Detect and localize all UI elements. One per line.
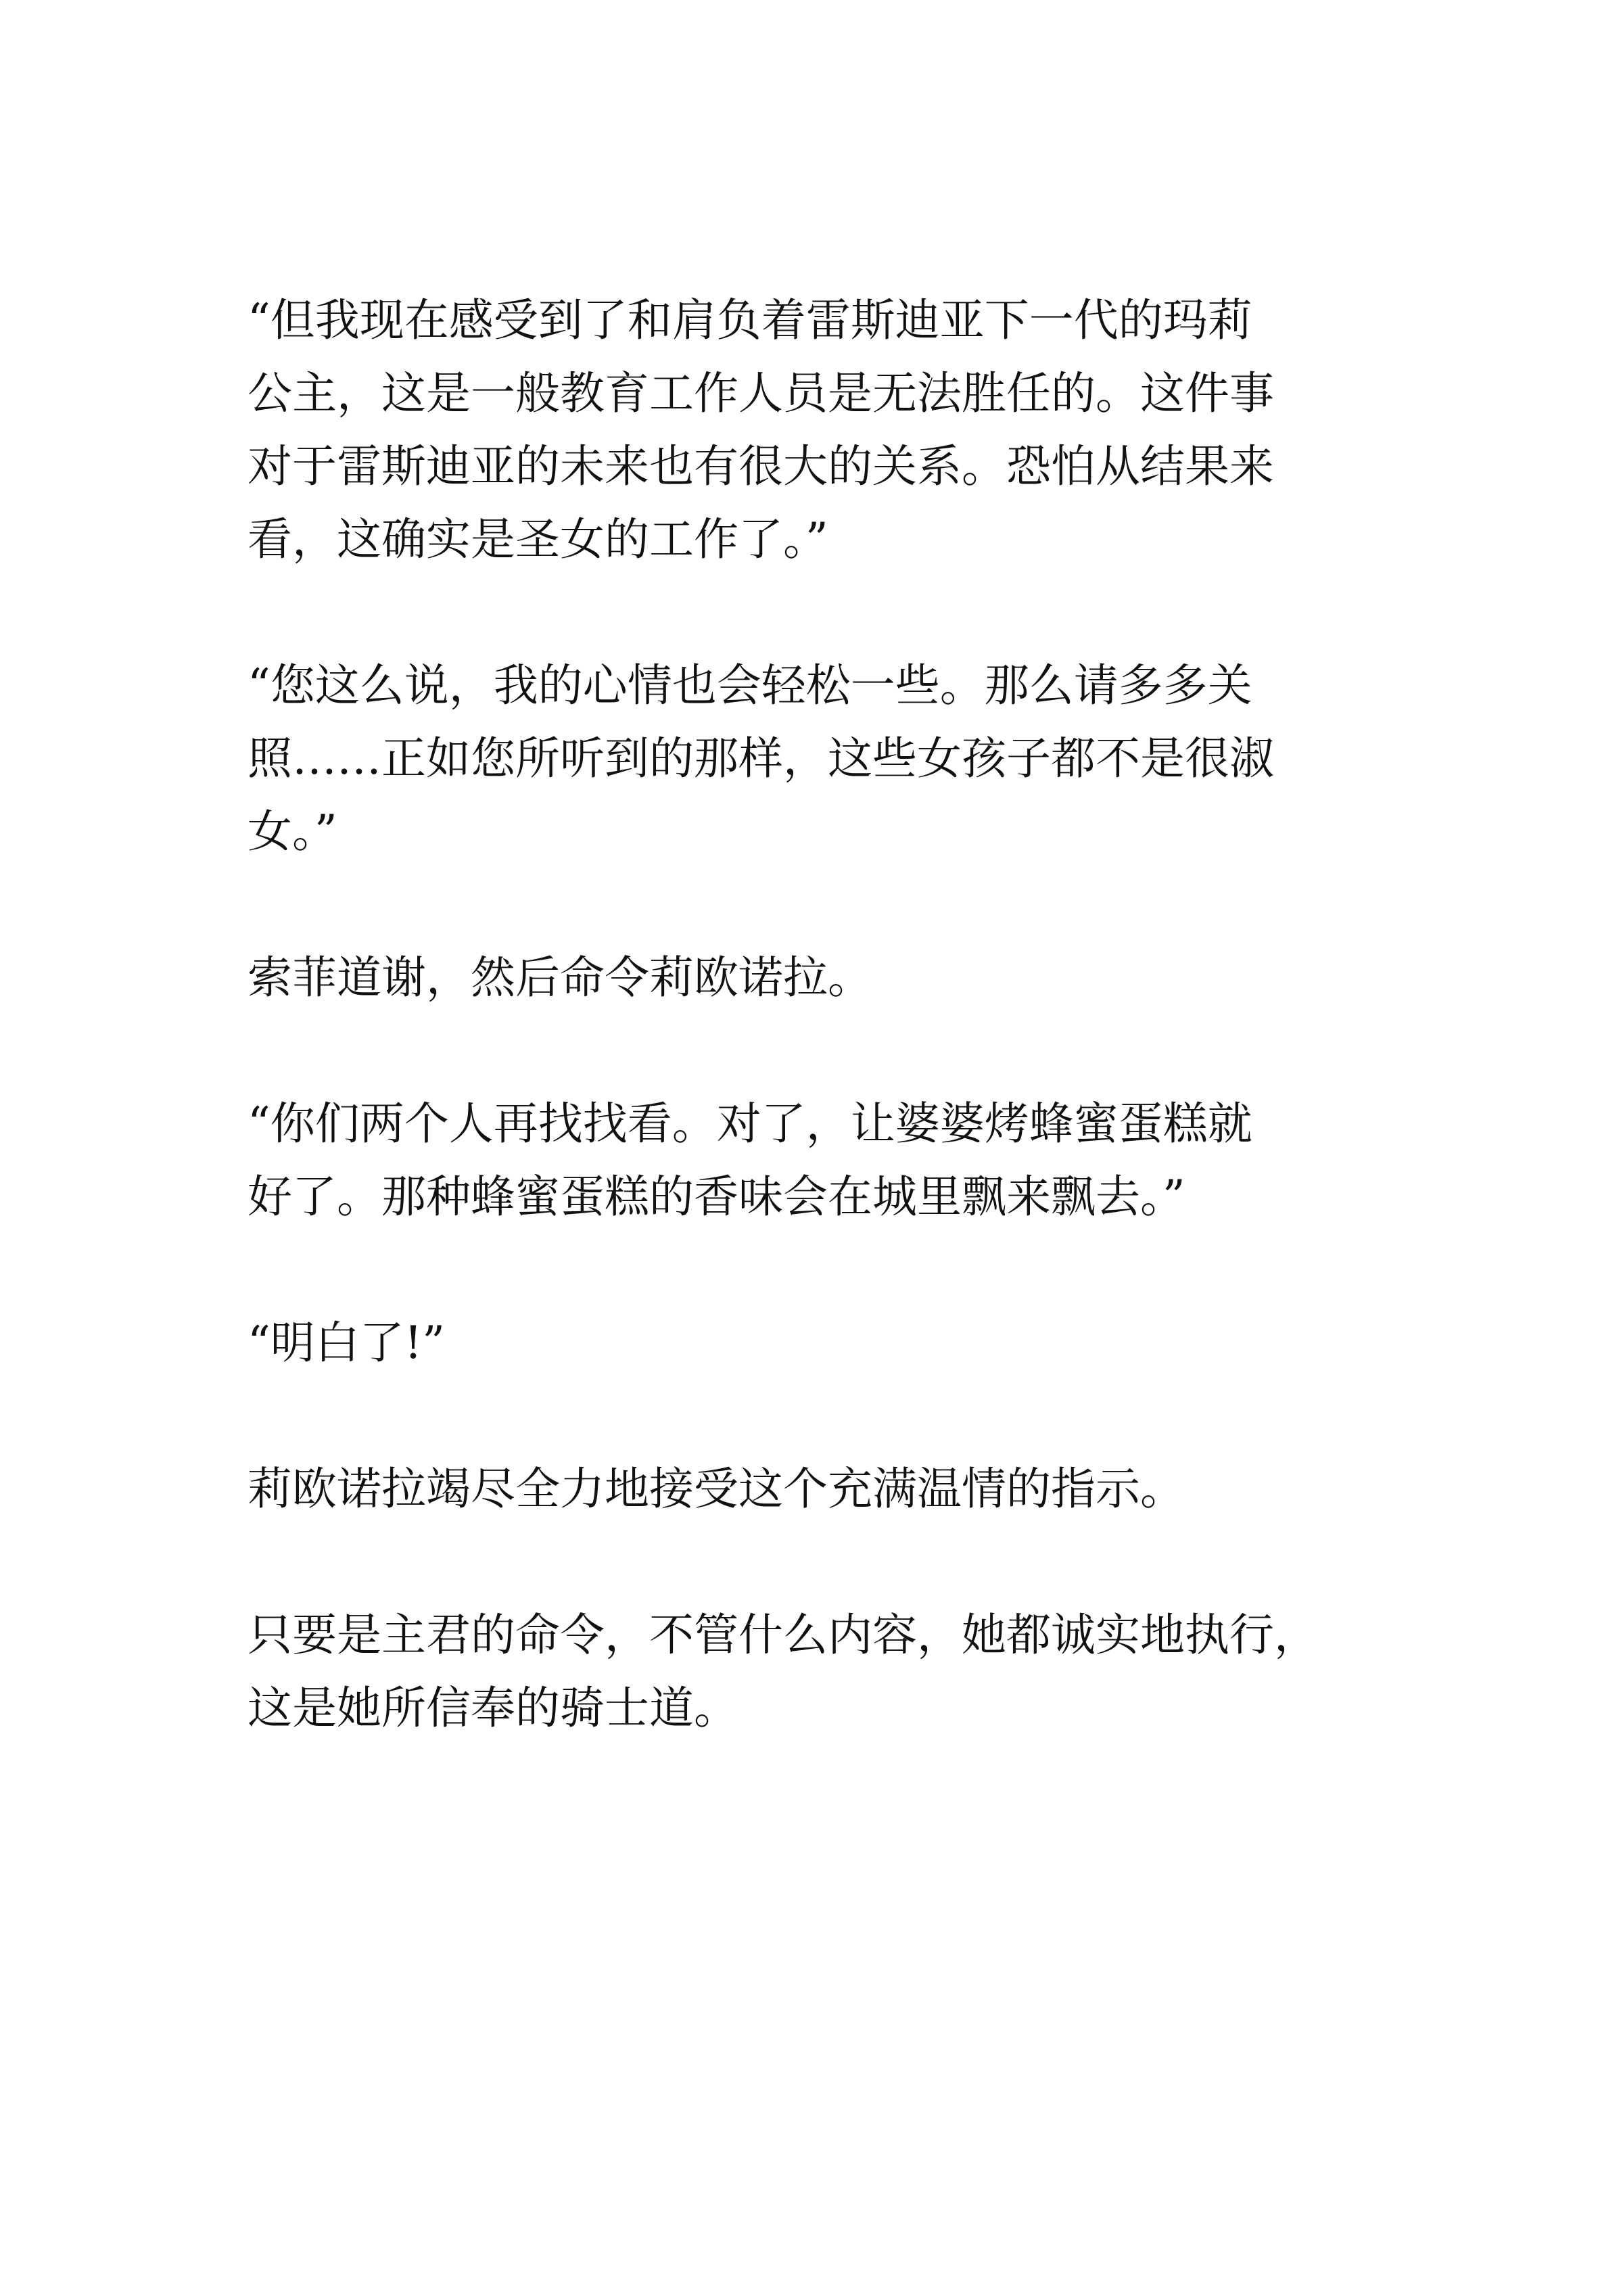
text-line: 对于雷斯迪亚的未来也有很大的关系。恐怕从结果来 (248, 440, 1274, 492)
text-line: 照……正如您所听到的那样，这些女孩子都不是很淑 (248, 732, 1274, 784)
paragraph-4 (248, 1087, 1384, 1234)
paragraph-1 (248, 284, 1384, 576)
text-line: “您这么说，我的心情也会轻松一些。那么请多多关 (248, 659, 1252, 711)
text-line: 这是她所信奉的骑士道。 (248, 1682, 738, 1734)
paragraph-2 (248, 649, 1384, 868)
text-line: “明白了!” (248, 1317, 446, 1369)
paragraph-6 (248, 1453, 1384, 1526)
text-line: 只要是主君的命令，不管什么内容，她都诚实地执行， (248, 1609, 1319, 1661)
text-line: 索菲道谢，然后命令莉欧诺拉。 (248, 952, 872, 1004)
text-line: 好了。那种蜂蜜蛋糕的香味会在城里飘来飘去。” (248, 1171, 1185, 1223)
text-line: 看，这确实是圣女的工作了。” (248, 513, 828, 565)
paragraph-3 (248, 941, 1384, 1014)
text-line: “但我现在感受到了和肩负着雷斯迪亚下一代的玛莉 (248, 294, 1252, 346)
text-line: 莉欧诺拉竭尽全力地接受这个充满温情的指示。 (248, 1463, 1185, 1515)
text-line: 女。” (248, 805, 337, 858)
paragraph-7 (248, 1599, 1384, 1745)
text-line: 公主，这是一般教育工作人员是无法胜任的。这件事 (248, 367, 1274, 419)
body-text (248, 284, 1384, 1818)
text-line: “你们两个人再找找看。对了，让婆婆烤蜂蜜蛋糕就 (248, 1098, 1252, 1150)
paragraph-5 (248, 1307, 1384, 1380)
